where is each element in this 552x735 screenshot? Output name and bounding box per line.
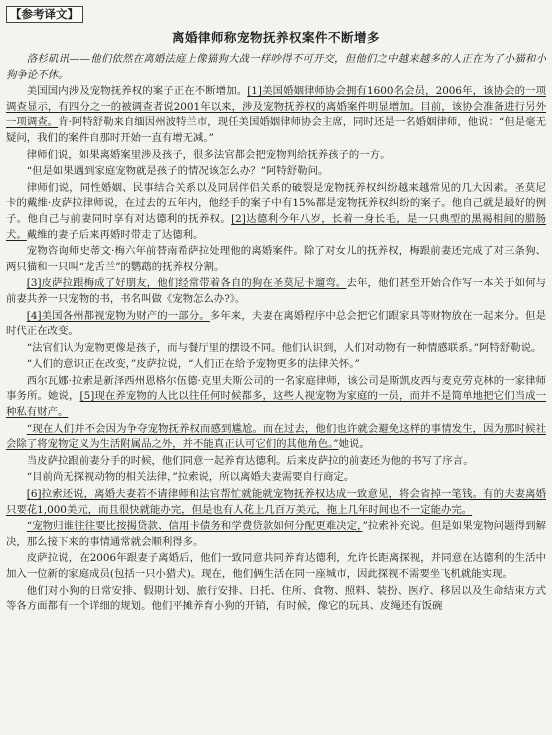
paragraph [6,341,546,357]
paragraph [6,519,546,550]
paragraph [6,276,546,307]
paragraph-text: 多年来，夫妻在离婚程序中总会把它们跟家具等财物放在一起来分。但是时代正在改变。 [6,309,546,338]
reference-translation-tag: 【参考译文】 [6,6,83,23]
paragraph-text: “但是如果遇到家庭宠物就是孩子的情况该怎么办？”阿特舒勒问。 [26,165,329,178]
article-title: 离婚律师称宠物抚养权案件不断增多 [171,30,380,45]
paragraph [6,52,546,83]
paragraph [6,422,546,453]
paragraph [6,357,546,373]
paragraph [6,309,546,340]
paragraph [6,148,546,164]
paragraph-text: 去年，他们甚至开始合作写一本关于如何与前妻共养一只宠物的书，书名叫做《宠物怎么办?》。 [6,277,547,305]
paragraph-text: “目前尚无探视动物的相关法律，”拉索说，所以离婚夫妻需要自行商定。 [26,471,355,484]
underlined-sentence: “宠物归谁往往要比按揭贷款、信用卡债务和学费贷款如何分配更难决定， [26,520,363,533]
underlined-sentence: [2]达德利今年八岁，长着一身长毛，是一只典型的黑褐相间的腊肠犬。 [6,212,547,241]
paragraph-text: 西尔瓦娜·拉索是新泽西州恩格尔伍德·克里夫斯公司的一名家庭律师，该公司是斯凯皮西与麦克劳克林的一家律师事务所。她说， [6,374,546,403]
paragraph-text: 她说。 [338,438,370,451]
paragraph [6,181,546,243]
paragraph [6,454,546,470]
paragraph [6,487,546,518]
paragraph [6,470,546,486]
underlined-sentence: [4]美国各州都视宠物为财产的一部分。 [26,309,210,322]
paragraph-text: 他们对小狗的日常安排、假期计划、旅行安排、日托、住所、食物、照料、装扮、医疗、移居以及生命结束方式等各方面都有一个详细的规划。他们平摊养育小狗的开销，有时候，像它的玩具、皮绳还有饭碗 [6,584,546,613]
paragraph-text: 律师们说，如果离婚案里涉及孩子，很多法官都会把宠物判给抚养孩子的一方。 [26,148,391,161]
paragraph-text: ”拉索补充说。但是如果宠物问题得到解决，那么接下来的事情通常就会顺利得多。 [6,520,546,548]
paragraph [6,84,546,146]
paragraph [6,374,546,421]
paragraph-text: “人们的意识正在改变，”皮萨拉说，“人们正在给予宠物更多的法律关怀。” [26,358,360,371]
article-body [6,52,546,615]
paragraph-text: 戴维的妻子后来再婚时带走了达德利。 [26,228,204,241]
paragraph-text: 肯·阿特舒勒来自缅因州波特兰市，现任美国婚姻律师协会主席，同时还是一名婚姻律师，他说：“但是毫无疑问，我们的案件自那时开始一直有增无减。” [6,116,546,144]
paragraph [6,244,546,275]
paragraph-text: 当皮萨拉跟前妻分手的时候，他们同意一起养育达德利。后来皮萨拉的前妻还为他的书写了序言。 [26,454,474,467]
paragraph-text: 宠物咨询师史蒂文·梅六年前替南希萨拉处理他的离婚案件。除了对女儿的抚养权，梅跟前妻还完成了对三条狗、两只猫和一只叫“龙舌兰”的鹦鹉的抚养权分割。 [6,245,546,273]
underlined-sentence: [6]拉索还说，离婚夫妻若不请律师和法官帮忙就能就宠物抚养权达成一致意见，将会省掉一笔钱。有的夫妻离婚只要花1,000美元，而且很快就能办完，但是也有人花上几百万美元，拖上几年时间也不一定能办完。 [6,488,546,516]
paragraph [6,584,546,615]
paragraph [6,551,546,582]
paragraph-text: “法官们认为宠物更像是孩子，而与餐厅里的摆设不同。他们认识到，人们对动物有一种情感联系。”阿特舒勒说。 [26,341,542,354]
paragraph-text: 皮萨拉说，在2006年跟妻子离婚后，他们一致同意共同养育达德利，允许长距离探视，并同意在达德利的生活中加入一位新的家庭成员(包括一只小猎犬)。现在，他们俩生活在同一座城市，因此探视不需要坐飞机就能实现。 [6,552,546,580]
paragraph [6,164,546,180]
underlined-sentence: [3]皮萨拉跟梅成了好朋友，他们经常带着各自的狗在圣莫尼卡遛弯。 [26,277,347,290]
paragraph-text: 律师们说，同性婚姻、民事结合关系以及同居伴侣关系的破裂是宠物抚养权纠纷越来越常见的几大因素。圣莫尼卡的戴维·皮萨拉律师说，在过去的五年内，他经手的案子中有15%都是宠物抚养权纠纷的案子。他自己就是最好的例子。他自己与前妻同时享有对达德利的抚养权。 [6,181,546,225]
paragraph-text: 洛杉矶讯——他们依然在离婚法庭上像猫狗大战一样吵得不可开交，但他们之中越来越多的人正在为了小猫和小狗争论不休。 [6,53,546,81]
underlined-sentence: [5]现在养宠物的人比以往任何时候都多，这些人视宠物为家庭的一员，而并不是简单地把它们当成一种私有财产。 [6,390,547,419]
paragraph-text: 美国国内涉及宠物抚养权的案子正在不断增加。 [26,85,248,98]
underlined-sentence: [1]美国婚姻律师协会拥有1600名会员，2006年，该协会的一项调查显示，有四分之一的被调查者说2001年以来，涉及宠物抚养权的离婚案件明显增加。目前，该协会准备进行另外一项调查。 [6,85,547,129]
underlined-sentence: “现在人们并不会因为争夺宠物抚养权而感到尴尬。而在过去，他们也许就会避免这样的事情发生，因为那时候社会除了将宠物定义为生活附属品之外，并不能真正认可它们的其他角色。” [6,422,546,451]
